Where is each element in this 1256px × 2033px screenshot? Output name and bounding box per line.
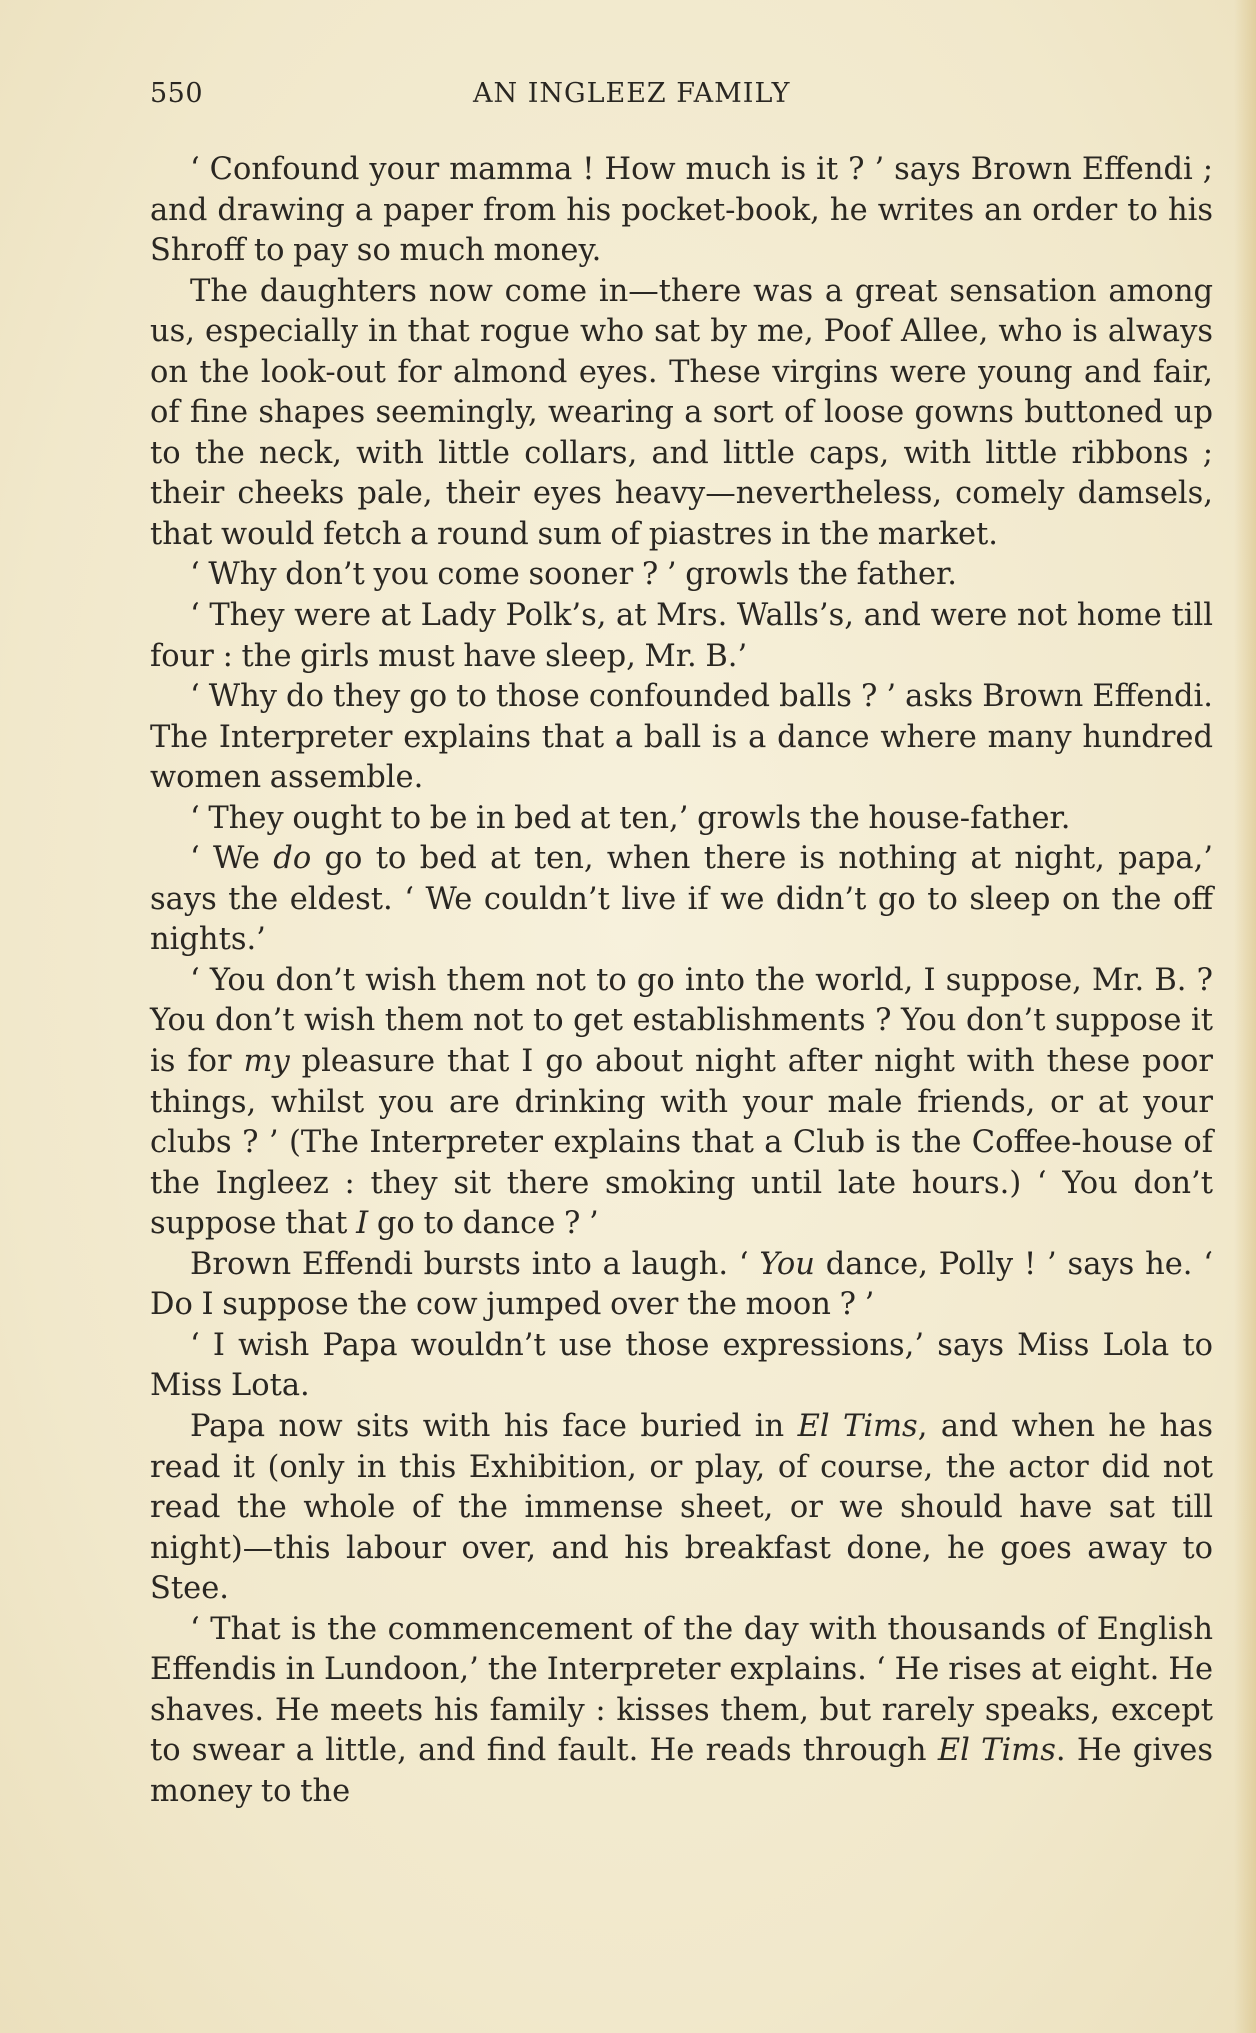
paragraph — [150, 596, 1213, 677]
italic-text: You — [759, 1246, 815, 1282]
text-run: ‘ We — [190, 841, 274, 877]
text-run: Brown Effendi bursts into a laugh. ‘ — [190, 1246, 760, 1282]
paragraph — [150, 1326, 1213, 1407]
paragraph — [150, 961, 1213, 1245]
text-run: ‘ Confound your mamma ! How much is it ? ’ says Brown Effendi ; and drawing a paper from his pocket-book, he writes an order to his Shroff to pay so much money. — [150, 152, 1213, 269]
paragraph — [150, 1407, 1213, 1610]
paragraph — [150, 555, 1213, 596]
italic-text: El Tims — [937, 1733, 1056, 1769]
text-run: ‘ Why don’t you come sooner ? ’ growls the father. — [190, 557, 957, 593]
paragraph — [150, 272, 1213, 556]
text-run: dance, Polly ! ’ says he. ‘ Do I suppose the cow jumped over the moon ? ’ — [150, 1246, 1213, 1323]
paragraph — [150, 839, 1213, 961]
body-text — [150, 150, 1213, 1812]
page-edge-shadow — [1234, 0, 1256, 2033]
paragraph — [150, 150, 1213, 272]
text-run: ‘ Why do they go to those confounded balls ? ’ asks Brown Effendi. The Interpreter explains that a ball is a dance where many hundred women assemble. — [150, 679, 1213, 796]
text-run: ‘ I wish Papa wouldn’t use those expressions,’ says Miss Lola to Miss Lota. — [150, 1327, 1213, 1404]
italic-text: do — [273, 841, 312, 877]
page-header — [150, 70, 1215, 120]
text-run: go to bed at ten, when there is nothing at night, papa,’ says the eldest. ‘ We couldn’t live if we didn’t go to sleep on the off nights.’ — [150, 841, 1213, 958]
text-run: Papa now sits with his face buried in — [190, 1408, 798, 1444]
text-run: . He gives money to the — [150, 1733, 1214, 1809]
text-run: go to dance ? ’ — [368, 1206, 599, 1242]
text-run: , and when he has read it (only in this Exhibition, or play, of course, the actor did not read the whole of the immense sheet, or we should have sat till night)—this labour over, and his breakfast done, he goes away to Stee. — [150, 1408, 1214, 1607]
text-run: The daughters now come in—there was a great sensation among us, especially in that rogue who sat by me, Poof Allee, who is always on the look-out for almond eyes. These virgins were young and fair, of fine shapes seemingly, wearing a sort of loose gowns buttoned up to the neck, with little collars, and little caps, with little ribbons ; their cheeks pale, their eyes heavy—nevertheless, comely damsels, that would fetch a round sum of piastres in the market. — [150, 273, 1213, 552]
paragraph — [150, 799, 1213, 840]
paragraph — [150, 1610, 1213, 1813]
italic-text: my — [243, 1044, 290, 1080]
italic-text: El Tims — [797, 1408, 918, 1444]
text-run: ‘ You don’t wish them not to go into the world, I suppose, Mr. B. ? You don’t wish them not to get establishments ? You don’t suppose it is for — [150, 962, 1213, 1080]
text-run: ‘ They were at Lady Polk’s, at Mrs. Walls’s, and were not home till four : the girls must have sleep, Mr. B.’ — [150, 598, 1213, 674]
page-number: 550 — [150, 78, 204, 109]
italic-text: I — [356, 1206, 369, 1242]
text-run: ‘ That is the commencement of the day with thousands of English Effendis in Lundoon,’ the Interpreter explains. ‘ He rises at eight. He shaves. He meets his family : kisses them, but rarely speaks, except to swear a little, and find fault. He reads through — [150, 1611, 1213, 1769]
book-page — [150, 70, 1215, 1809]
paragraph — [150, 1245, 1213, 1326]
paragraph — [150, 677, 1213, 799]
text-run: ‘ They ought to be in bed at ten,’ growls the house-father. — [190, 800, 1071, 836]
running-title: AN INGLEEZ FAMILY — [473, 78, 791, 109]
text-run: pleasure that I go about night after night with these poor things, whilst you are drinking with your male friends, or at your clubs ? ’ (The Interpreter explains that a Club is the Coffee-house of the Ingleez : they sit there smoking until late hours.) ‘ You don’t suppose that — [150, 1044, 1213, 1242]
